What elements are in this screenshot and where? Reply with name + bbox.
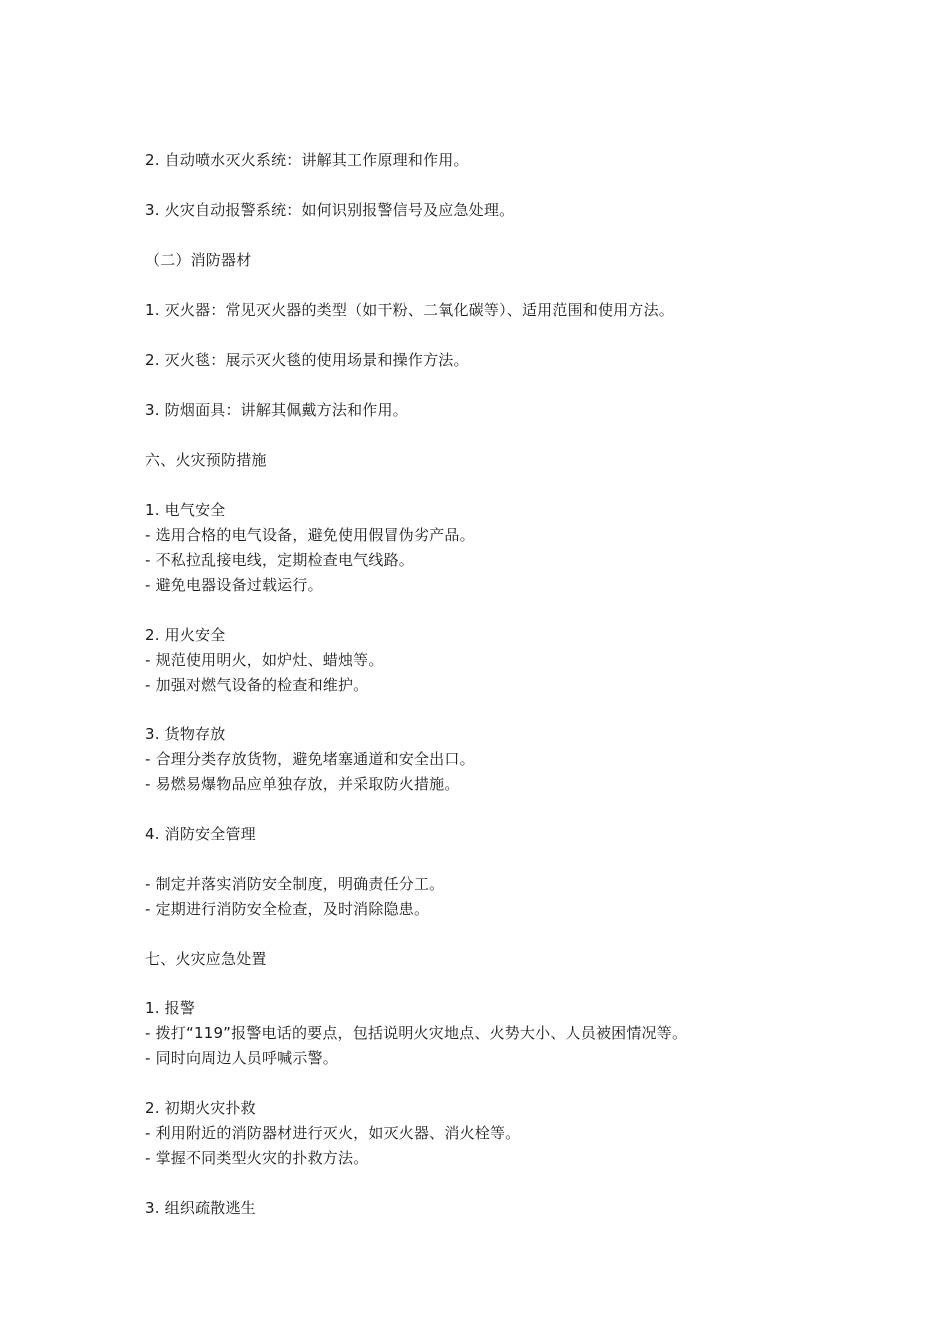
section-heading: 六、火灾预防措施	[145, 451, 267, 469]
subsection-heading: 3. 货物存放	[145, 725, 226, 743]
list-item: - 定期进行消防安全检查，及时消除隐患。	[145, 900, 430, 918]
list-item: - 拨打“119”报警电话的要点，包括说明火灾地点、火势大小、人员被困情况等。	[145, 1024, 688, 1042]
text-line: 1. 灭火器：常见灭火器的类型（如干粉、二氧化碳等）、适用范围和使用方法。	[145, 301, 674, 319]
subsection-heading: 3. 组织疏散逃生	[145, 1199, 256, 1217]
list-item: - 利用附近的消防器材进行灭火，如灭火器、消火栓等。	[145, 1124, 521, 1142]
subsection-heading: 1. 电气安全	[145, 501, 226, 519]
list-item: - 不私拉乱接电线，定期检查电气线路。	[145, 551, 414, 569]
section-heading: 七、火灾应急处置	[145, 950, 267, 968]
text-line: 2. 灭火毯：展示灭火毯的使用场景和操作方法。	[145, 351, 469, 369]
list-item: - 选用合格的电气设备，避免使用假冒伪劣产品。	[145, 526, 475, 544]
subsection-heading: 1. 报警	[145, 999, 196, 1017]
list-item: - 掌握不同类型火灾的扑救方法。	[145, 1149, 369, 1167]
subsection-heading: 2. 初期火灾扑救	[145, 1099, 256, 1117]
section-heading: （二）消防器材	[145, 251, 252, 269]
list-item: - 合理分类存放货物，避免堵塞通道和安全出口。	[145, 750, 475, 768]
subsection-heading: 2. 用火安全	[145, 626, 226, 644]
list-item: - 加强对燃气设备的检查和维护。	[145, 676, 369, 694]
list-item: - 规范使用明火，如炉灶、蜡烛等。	[145, 651, 384, 669]
list-item: - 避免电器设备过载运行。	[145, 576, 323, 594]
text-line: 3. 防烟面具：讲解其佩戴方法和作用。	[145, 401, 408, 419]
text-line: 2. 自动喷水灭火系统：讲解其工作原理和作用。	[145, 151, 469, 169]
subsection-heading: 4. 消防安全管理	[145, 825, 256, 843]
list-item: - 易燃易爆物品应单独存放，并采取防火措施。	[145, 775, 460, 793]
text-line: 3. 火灾自动报警系统：如何识别报警信号及应急处理。	[145, 201, 515, 219]
list-item: - 同时向周边人员呼喊示警。	[145, 1049, 338, 1067]
list-item: - 制定并落实消防安全制度，明确责任分工。	[145, 875, 445, 893]
